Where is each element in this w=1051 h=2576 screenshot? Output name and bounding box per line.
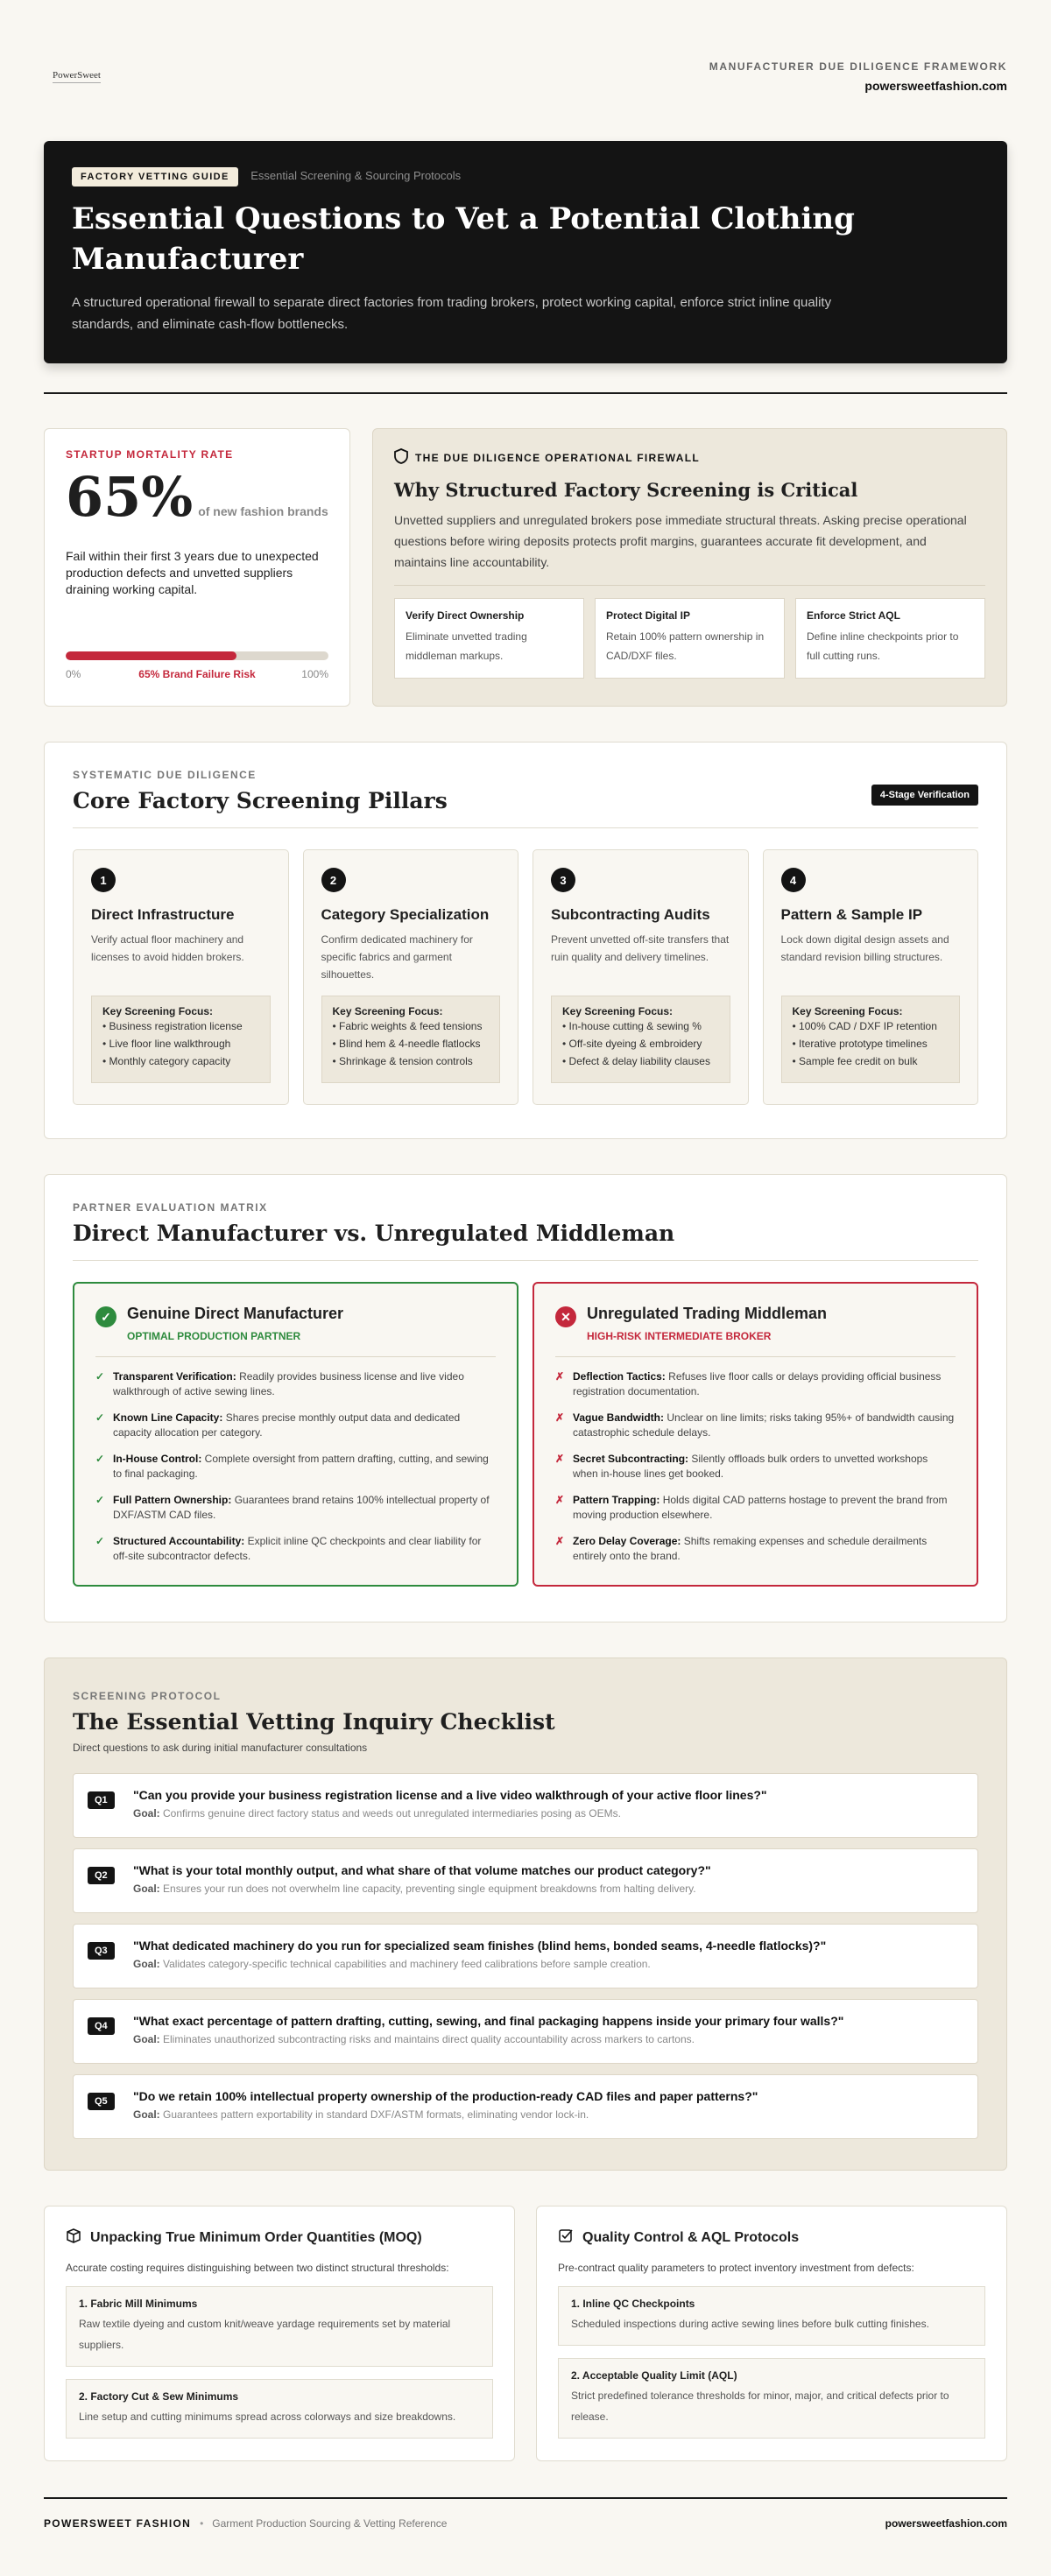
pillars-title: Core Factory Screening Pillars	[73, 788, 448, 813]
check-circle-icon: ✓	[95, 1306, 116, 1327]
risk-progress-fill	[66, 651, 236, 660]
bad-item	[555, 1369, 956, 1399]
question-number: Q4	[88, 2017, 115, 2035]
divider	[73, 827, 978, 828]
bad-item-text: Shifts remaking expenses and schedule derailments entirely onto the brand.	[573, 1535, 928, 1562]
check-icon: ✓	[95, 1453, 105, 1465]
moq-item-title: 2. Factory Cut & Sew Minimums	[79, 2390, 239, 2403]
bad-item	[555, 1534, 956, 1564]
matrix-title: Direct Manufacturer vs. Unregulated Middleman	[73, 1221, 675, 1246]
checklist-intro: Direct questions to ask during initial manufacturer consultations	[73, 1742, 368, 1754]
bad-item-label: Pattern Trapping:	[573, 1494, 660, 1506]
bad-item-text: Unclear on line limits; risks taking 95%+ of bandwidth causing catastrophic schedule delays.	[573, 1411, 955, 1439]
firewall-box-title: Enforce Strict AQL	[807, 609, 900, 622]
focus-item: • Business registration license	[102, 1017, 259, 1035]
goal-text: Eliminates unauthorized subcontracting risks and maintains direct quality accountability across markers to cartons.	[163, 2033, 695, 2045]
pillar-card	[73, 849, 289, 1105]
progress-min-label: 0%	[66, 668, 81, 680]
question-text: "What exact percentage of pattern drafting, cutting, sewing, and final packaging happens inside your primary four walls?"	[133, 2014, 844, 2028]
stat-kicker: STARTUP MORTALITY RATE	[66, 448, 234, 461]
bad-item-text: Holds digital CAD patterns hostage to prevent the brand from moving production elsewhere.	[573, 1494, 948, 1521]
focus-label: Key Screening Focus:	[562, 1005, 674, 1017]
bad-item	[555, 1411, 956, 1440]
divider	[44, 2497, 1007, 2499]
focus-item: • Blind hem & 4-needle flatlocks	[333, 1035, 490, 1052]
page-title: Essential Questions to Vet a Potential Clothing Manufacturer	[72, 201, 855, 277]
good-item-label: Structured Accountability:	[113, 1535, 245, 1547]
good-card-title: Genuine Direct Manufacturer	[127, 1305, 344, 1322]
progress-mid-label: 65% Brand Failure Risk	[138, 668, 256, 680]
pillar-cards	[73, 849, 978, 1105]
good-item-text: Readily provides business license and live video walkthrough of active sewing lines.	[113, 1370, 464, 1397]
good-item-text: Shares precise monthly output data and dedicated capacity allocation per category.	[113, 1411, 461, 1439]
bad-item-label: Zero Delay Coverage:	[573, 1535, 681, 1547]
question-item	[73, 1999, 978, 2064]
good-item-label: Full Pattern Ownership:	[113, 1494, 232, 1506]
good-item-label: In-House Control:	[113, 1453, 202, 1465]
qc-card	[536, 2206, 1007, 2461]
question-goal	[133, 2108, 963, 2121]
evaluation-matrix-section	[44, 1174, 1007, 1622]
question-number: Q2	[88, 1867, 115, 1884]
good-item-label: Transparent Verification:	[113, 1370, 236, 1383]
good-item-text: Explicit inline QC checkpoints and clear liability for off-site subcontractor defects.	[113, 1535, 482, 1562]
question-text: "Can you provide your business registration license and a live video walkthrough of your active floor lines?"	[133, 1788, 767, 1802]
goal-label: Goal:	[133, 2033, 160, 2045]
pillar-number: 4	[781, 868, 806, 892]
pillar-title: Pattern & Sample IP	[780, 906, 923, 923]
checkbox-icon	[558, 2228, 574, 2248]
moq-title: Unpacking True Minimum Order Quantities (MOQ)	[90, 2229, 422, 2245]
cross-icon: ✗	[555, 1494, 565, 1506]
checklist-section	[44, 1658, 1007, 2171]
moq-item-desc: Raw textile dyeing and custom knit/weave yardage requirements set by material suppliers.	[79, 2318, 451, 2351]
focus-item: • Live floor line walkthrough	[102, 1035, 259, 1052]
header-kicker: MANUFACTURER DUE DILIGENCE FRAMEWORK	[709, 60, 1007, 73]
question-number: Q3	[88, 1942, 115, 1960]
bad-item-text: Silently offloads bulk orders to unvetted workshops when in-house lines get booked.	[573, 1453, 928, 1480]
firewall-kicker: THE DUE DILIGENCE OPERATIONAL FIREWALL	[415, 451, 700, 464]
pillar-number: 1	[91, 868, 116, 892]
good-item	[95, 1534, 496, 1564]
checklist-kicker: SCREENING PROTOCOL	[73, 1690, 222, 1702]
good-item-label: Known Line Capacity:	[113, 1411, 223, 1424]
cross-icon: ✗	[555, 1370, 565, 1383]
bad-card-title: Unregulated Trading Middleman	[587, 1305, 828, 1322]
qc-intro: Pre-contract quality parameters to protect inventory investment from defects:	[558, 2262, 914, 2274]
qc-item-title: 1. Inline QC Checkpoints	[571, 2298, 695, 2310]
good-item	[95, 1411, 496, 1440]
pillar-title: Category Specialization	[321, 906, 490, 923]
focus-item: • 100% CAD / DXF IP retention	[793, 1017, 949, 1035]
pillar-desc: Confirm dedicated machinery for specific fabrics and garment silhouettes.	[321, 933, 473, 981]
good-item	[95, 1493, 496, 1523]
question-goal	[133, 1883, 963, 1895]
bad-card-sub: HIGH-RISK INTERMEDIATE BROKER	[587, 1330, 772, 1342]
question-goal	[133, 1807, 963, 1819]
question-item	[73, 2074, 978, 2139]
progress-labels	[66, 668, 328, 680]
check-icon: ✓	[95, 1535, 105, 1547]
qc-title: Quality Control & AQL Protocols	[582, 2229, 800, 2245]
firewall-box-desc: Define inline checkpoints prior to full cutting runs.	[807, 630, 959, 662]
question-goal	[133, 2033, 963, 2045]
bad-item-text: Refuses live floor calls or delays providing official business registration documentation.	[573, 1370, 942, 1397]
hero-banner	[44, 141, 1007, 363]
moq-item	[66, 2379, 493, 2439]
footer-brand: POWERSWEET FASHION	[44, 2517, 192, 2530]
bad-item-label: Vague Bandwidth:	[573, 1411, 665, 1424]
question-number: Q1	[88, 1791, 115, 1809]
pillar-card	[533, 849, 749, 1105]
moq-item-title: 1. Fabric Mill Minimums	[79, 2298, 198, 2310]
good-item	[95, 1369, 496, 1399]
pillar-number: 3	[551, 868, 575, 892]
firewall-box	[795, 598, 985, 679]
verification-badge: 4-Stage Verification	[871, 785, 978, 806]
question-text: "What dedicated machinery do you run for specialized seam finishes (blind hems, bonded seams, 4-needle flatlocks)?"	[133, 1939, 827, 1953]
good-item-text: Guarantees brand retains 100% intellectual property of DXF/ASTM CAD files.	[113, 1494, 490, 1521]
progress-max-label: 100%	[301, 668, 328, 680]
firewall-card	[372, 428, 1007, 707]
hero-description: A structured operational firewall to separate direct factories from trading brokers, protect working capital, enforce strict inline quality standards, and eliminate cash-flow bottlenecks.	[72, 295, 832, 332]
pillar-focus-box	[781, 996, 961, 1083]
focus-item: • Defect & delay liability clauses	[562, 1052, 719, 1070]
cross-icon: ✗	[555, 1535, 565, 1547]
qc-header	[558, 2228, 985, 2248]
firewall-box	[394, 598, 584, 679]
bad-item-label: Deflection Tactics:	[573, 1370, 666, 1383]
footer-subtitle: Garment Production Sourcing & Vetting Reference	[212, 2517, 448, 2530]
pillar-title: Direct Infrastructure	[91, 906, 235, 923]
question-list	[73, 1773, 978, 2139]
mortality-stat-card	[44, 428, 350, 707]
firewall-description: Unvetted suppliers and unregulated brokers pose immediate structural threats. Asking precise operational questions before wiring deposits protects profit margins, guarantees accurate fit development, and maintains line accountability.	[394, 513, 967, 569]
qc-item-desc: Strict predefined tolerance thresholds for minor, major, and critical defects prior to release.	[571, 2389, 949, 2423]
goal-text: Confirms genuine direct factory status and weeds out unregulated intermediaries posing as OEMs.	[163, 1807, 621, 1819]
divider	[555, 1356, 956, 1357]
divider	[394, 585, 985, 586]
pillar-card	[763, 849, 979, 1105]
pillar-focus-box	[321, 996, 501, 1083]
question-goal	[133, 1958, 963, 1970]
goal-text: Ensures your run does not overwhelm line capacity, preventing single equipment breakdowns from halting delivery.	[163, 1883, 696, 1895]
pillar-number: 2	[321, 868, 346, 892]
stat-value: 65%	[66, 465, 194, 529]
divider	[44, 392, 1007, 394]
moq-item	[66, 2286, 493, 2367]
moq-item-desc: Line setup and cutting minimums spread across colorways and size breakdowns.	[79, 2411, 456, 2423]
pillar-card	[303, 849, 519, 1105]
matrix-kicker: PARTNER EVALUATION MATRIX	[73, 1201, 268, 1214]
firewall-box-desc: Retain 100% pattern ownership in CAD/DXF files.	[606, 630, 765, 662]
qc-item	[558, 2286, 985, 2346]
focus-item: • Sample fee credit on bulk	[793, 1052, 949, 1070]
risk-progress-bar	[66, 651, 328, 660]
header-right	[709, 60, 1007, 93]
header-url-link[interactable]: powersweetfashion.com	[864, 79, 1007, 93]
pillar-desc: Prevent unvetted off-site transfers that ruin quality and delivery timelines.	[551, 933, 730, 963]
bad-item	[555, 1493, 956, 1523]
check-icon: ✓	[95, 1411, 105, 1424]
question-number: Q5	[88, 2093, 115, 2110]
question-item	[73, 1773, 978, 1838]
check-icon: ✓	[95, 1370, 105, 1383]
focus-item: • Off-site dyeing & embroidery	[562, 1035, 719, 1052]
goal-label: Goal:	[133, 1807, 160, 1819]
pillar-title: Subcontracting Audits	[551, 906, 710, 923]
focus-label: Key Screening Focus:	[102, 1005, 214, 1017]
checklist-title: The Essential Vetting Inquiry Checklist	[73, 1709, 555, 1735]
firewall-title: Why Structured Factory Screening is Critical	[394, 479, 858, 501]
question-item	[73, 1924, 978, 1988]
question-item	[73, 1848, 978, 1913]
pillar-focus-box	[551, 996, 730, 1083]
pillars-section	[44, 742, 1007, 1139]
divider	[95, 1356, 496, 1357]
pillars-kicker: SYSTEMATIC DUE DILIGENCE	[73, 769, 257, 781]
goal-text: Guarantees pattern exportability in standard DXF/ASTM formats, eliminating vendor lock-in.	[163, 2108, 589, 2121]
box-icon	[66, 2228, 81, 2248]
cross-icon: ✗	[555, 1453, 565, 1465]
shield-icon	[394, 448, 408, 467]
footer-url-link[interactable]: powersweetfashion.com	[885, 2517, 1007, 2530]
good-item-text: Complete oversight from pattern drafting, cutting, and sewing to final packaging.	[113, 1453, 489, 1480]
focus-item: • Iterative prototype timelines	[793, 1035, 949, 1052]
goal-label: Goal:	[133, 2108, 160, 2121]
bad-item-label: Secret Subcontracting:	[573, 1453, 689, 1465]
direct-manufacturer-card	[73, 1282, 518, 1587]
divider	[73, 1260, 978, 1261]
check-icon: ✓	[95, 1494, 105, 1506]
pillar-desc: Lock down digital design assets and standard revision billing structures.	[780, 933, 949, 963]
matrix-cards	[73, 1282, 978, 1587]
firewall-box	[595, 598, 785, 679]
moq-card	[44, 2206, 515, 2461]
firewall-box-desc: Eliminate unvetted trading middleman markups.	[406, 630, 527, 662]
goal-text: Validates category-specific technical capabilities and machinery feed calibrations before sample creation.	[163, 1958, 651, 1970]
good-item	[95, 1452, 496, 1482]
qc-item-desc: Scheduled inspections during active sewing lines before bulk cutting finishes.	[571, 2318, 929, 2330]
moq-intro: Accurate costing requires distinguishing between two distinct structural thresholds:	[66, 2262, 449, 2274]
moq-header	[66, 2228, 493, 2248]
pillar-focus-box	[91, 996, 271, 1083]
focus-label: Key Screening Focus:	[792, 1005, 903, 1017]
hero-tag: FACTORY VETTING GUIDE	[72, 167, 238, 187]
stat-value-row	[66, 465, 328, 539]
pillar-desc: Verify actual floor machinery and licenses to avoid hidden brokers.	[91, 933, 244, 963]
goal-label: Goal:	[133, 1958, 160, 1970]
firewall-kicker-row	[394, 448, 985, 467]
firewall-box-title: Verify Direct Ownership	[406, 609, 525, 622]
question-text: "What is your total monthly output, and what share of that volume matches our product category?"	[133, 1863, 711, 1877]
good-card-sub: OPTIMAL PRODUCTION PARTNER	[127, 1330, 301, 1342]
qc-item	[558, 2358, 985, 2439]
footer	[44, 2517, 1007, 2530]
brand-logo: PowerSweet	[53, 70, 101, 83]
middleman-card	[533, 1282, 978, 1587]
x-circle-icon: ✕	[555, 1306, 576, 1327]
question-text: "Do we retain 100% intellectual property ownership of the production-ready CAD files and paper patterns?"	[133, 2089, 758, 2103]
stat-value-suffix: of new fashion brands	[198, 504, 328, 518]
focus-item: • Shrinkage & tension controls	[333, 1052, 490, 1070]
firewall-box-title: Protect Digital IP	[606, 609, 691, 622]
footer-separator: •	[200, 2517, 204, 2530]
firewall-boxes	[394, 598, 985, 679]
focus-label: Key Screening Focus:	[332, 1005, 443, 1017]
bad-item	[555, 1452, 956, 1482]
qc-item-title: 2. Acceptable Quality Limit (AQL)	[571, 2369, 737, 2382]
stat-description: Fail within their first 3 years due to unexpected production defects and unvetted suppliers draining working capital.	[66, 549, 319, 596]
focus-item: • In-house cutting & sewing %	[562, 1017, 719, 1035]
hero-tag-sub: Essential Screening & Sourcing Protocols	[250, 169, 462, 183]
goal-label: Goal:	[133, 1883, 160, 1895]
focus-item: • Monthly category capacity	[102, 1052, 259, 1070]
focus-item: • Fabric weights & feed tensions	[333, 1017, 490, 1035]
cross-icon: ✗	[555, 1411, 565, 1424]
